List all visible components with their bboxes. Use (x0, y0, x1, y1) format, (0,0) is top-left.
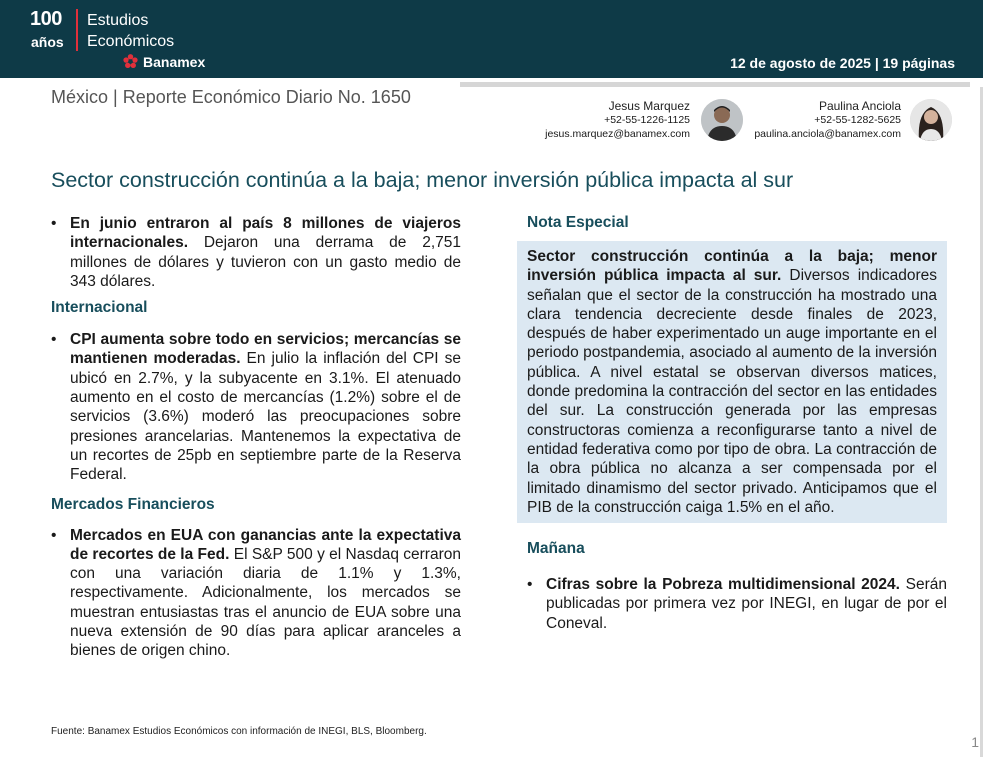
report-title: México | Reporte Económico Diario No. 1650 (51, 87, 411, 107)
author-photo-avatar (701, 99, 743, 141)
brand-100: 100 (30, 8, 62, 30)
banamex-logo-text: Banamex (143, 53, 206, 70)
author-photo-avatar (910, 99, 952, 141)
page-number: 1 (971, 734, 979, 750)
left-column (51, 214, 461, 661)
brand-anos: años (31, 34, 64, 50)
banamex-logo (122, 53, 205, 70)
bullet-dot: • (51, 331, 57, 349)
brand-divider (76, 9, 78, 51)
top-rule (460, 82, 970, 87)
author-email[interactable]: jesus.marquez@banamex.com (545, 128, 690, 140)
section-heading-mercados: Mercados Financieros (51, 495, 215, 513)
bullet-dot: • (51, 526, 57, 544)
list-item: • Mercados en EUA con ganancias ante la expectativa de recortes de la Fed. El S&P 500 y el Nasdaq cerraron con una variación diaria de 1.1% y 1.3%, respectivamente. Adicionalmente, los mercados se muestran entusiastas tras el anuncio de EUA sobre una nueva extensión de 90 días para aplicar aranceles a bienes de origen chino. (51, 526, 461, 660)
banamex-flower-icon (122, 53, 139, 70)
list-item: • En junio entraron al país 8 millones de viajeros internacionales. Dejaron una derrama de 2,751 millones de dólares y tuvieron con un gasto medio de 343 dólares. (51, 215, 461, 290)
list-item: • Cifras sobre la Pobreza multidimensional 2024. Serán publicadas por primera vez por INEGI, en lugar de por el Coneval. (527, 576, 947, 632)
report-header (0, 0, 983, 78)
author-email[interactable]: paulina.anciola@banamex.com (754, 128, 901, 140)
bullet-dot: • (527, 576, 533, 594)
section-heading-internacional: Internacional (51, 299, 148, 317)
author-paulina-anciola: Paulina Anciola +52-55-1282-5625 paulina.anciola@banamex.com (754, 99, 901, 140)
section-heading-nota-especial: Nota Especial (527, 214, 629, 231)
list-item: • CPI aumenta sobre todo en servicios; mercancías se mantienen moderadas. En julio la inflación del CPI se ubicó en 2.7%, y la subyacente en 3.1%. El atenuado aumento en el costo de mercancías (1.2%) sobre el de servicios (3.6%) moderó las preocupaciones sobre presiones arancelarias. Mantenemos la expectativa de un recortes de 25pb en septiembre parte de la Reserva Federal. (51, 331, 461, 484)
brand-estudios-economicos: Estudios Económicos (87, 12, 175, 50)
footer-source: Fuente: Banamex Estudios Económicos con información de INEGI, BLS, Bloomberg. (51, 726, 427, 737)
main-title: Sector construcción continúa a la baja; menor inversión pública impacta al sur (51, 168, 794, 192)
header-date-pages: 12 de agosto de 2025 | 19 páginas (730, 55, 955, 71)
section-heading-manana: Mañana (527, 540, 585, 558)
nota-especial-box: Sector construcción continúa a la baja; menor inversión pública impacta al sur. Diversos indicadores señalan que el sector de la construcción ha mostrado una clara tendencia decreciente desde finales de 2023, después de haber experimentado un auge importante en el periodo postpandemia, asociado al aumento de la inversión pública. A nivel estatal se observan diversos matices, donde predomina la contracción del sector en las entidades del sur. La construcción generada por las empresas constructoras comienza a reconfigurarse tanto a nivel de entidad federativa como por tipo de obra. La contracción de la obra pública no alcanza a ser compensada por el limitado dinamismo del sector privado. Anticipamos que el PIB de la construcción caiga 1.5% en el año. (517, 241, 947, 523)
bullet-dot: • (51, 215, 57, 232)
right-column (517, 214, 947, 633)
author-jesus-marquez: Jesus Marquez +52-55-1226-1125 jesus.marquez@banamex.com (545, 99, 690, 140)
